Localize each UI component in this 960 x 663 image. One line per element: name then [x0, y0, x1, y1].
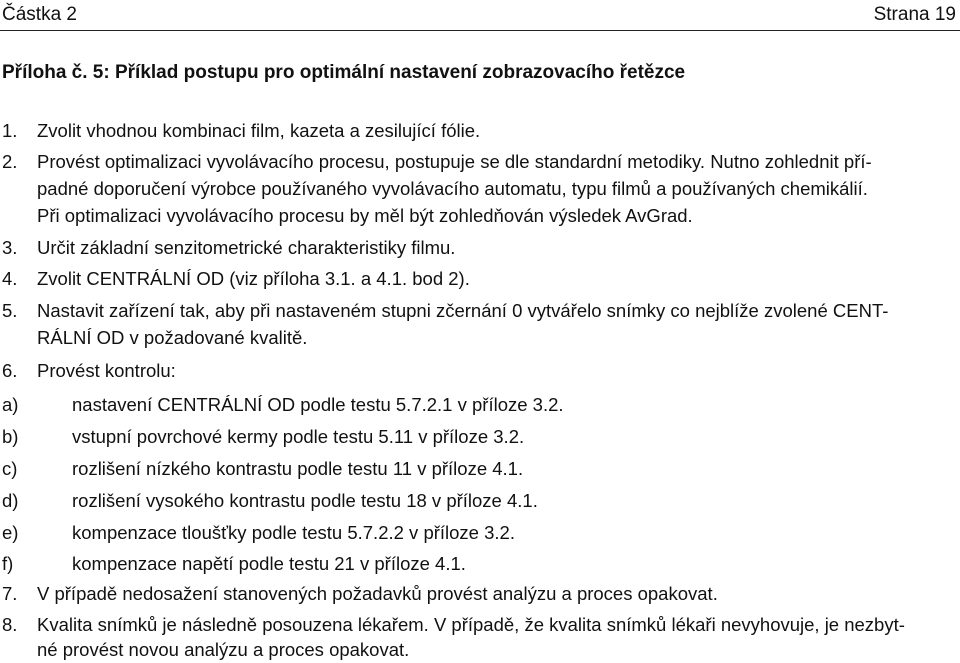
check-label: c) [2, 458, 18, 479]
step-number: 8. [2, 614, 18, 635]
step-text: Zvolit CENTRÁLNÍ OD (viz příloha 3.1. a 4.1. bod 2). [37, 268, 470, 289]
step-text-line-2: né provést novou analýzu a proces opakovat. [37, 639, 410, 660]
step-4 [2, 265, 957, 292]
page-header [0, 4, 956, 28]
header-right-text: Strana 19 [873, 4, 956, 25]
step-number: 2. [2, 151, 18, 172]
step-text-line-1: Kvalita snímků je následně posouzena lékařem. V případě, že kvalita snímků lékaři nevyhovuje, je nezbyt- [37, 614, 905, 635]
step-number: 4. [2, 268, 18, 289]
step-text: Zvolit vhodnou kombinaci film, kazeta a zesilující fólie. [37, 120, 481, 141]
check-item-c [2, 455, 957, 482]
step-number: 6. [2, 360, 18, 381]
check-text: kompenzace napětí podle testu 21 v příloze 4.1. [72, 553, 466, 574]
step-number: 1. [2, 120, 18, 141]
check-label: b) [2, 426, 19, 447]
step-number: 5. [2, 300, 18, 321]
step-number: 7. [2, 583, 18, 604]
step-text-line-1: Provést optimalizaci vyvolávacího procesu, postupuje se dle standardní metodiky. Nutno zohlednit pří- [37, 151, 872, 172]
step-text: Určit základní senzitometrické charakteristiky filmu. [37, 237, 456, 258]
check-item-d [2, 487, 957, 514]
step-7 [2, 580, 957, 607]
step-text-line-2: padné doporučení výrobce používaného vyvolávacího automatu, typu filmů a používaných chemikálií. [37, 178, 868, 199]
appendix-title: Příloha č. 5: Příklad postupu pro optimální nastavení zobrazovacího řetězce [2, 62, 686, 83]
step-1 [2, 117, 957, 144]
check-text: rozlišení nízkého kontrastu podle testu 11 v příloze 4.1. [72, 458, 524, 479]
step-text-line-3: Při optimalizaci vyvolávacího procesu by měl být zohledňován výsledek AvGrad. [37, 205, 693, 226]
step-text-line-1: Nastavit zařízení tak, aby při nastaveném stupni zčernání 0 vytvářelo snímky co nejblíže zvolené CENT- [37, 300, 889, 321]
header-divider [0, 30, 960, 31]
check-label: d) [2, 490, 19, 511]
check-text: kompenzace tloušťky podle testu 5.7.2.2 v příloze 3.2. [72, 522, 515, 543]
step-text: Provést kontrolu: [37, 360, 176, 381]
check-text: vstupní povrchové kermy podle testu 5.11 v příloze 3.2. [72, 426, 525, 447]
header-left-text: Částka 2 [2, 4, 77, 25]
step-number: 3. [2, 237, 18, 258]
step-8 [2, 611, 957, 659]
check-item-f [2, 550, 957, 577]
check-label: f) [2, 553, 14, 574]
check-label: a) [2, 394, 19, 415]
step-2 [2, 148, 957, 229]
check-item-b [2, 423, 957, 450]
step-text-line-2: RÁLNÍ OD v požadované kvalitě. [37, 327, 308, 348]
check-text: nastavení CENTRÁLNÍ OD podle testu 5.7.2.1 v příloze 3.2. [72, 394, 564, 415]
check-item-e [2, 519, 957, 546]
step-6 [2, 357, 957, 384]
check-item-a [2, 391, 957, 418]
step-text: V případě nedosažení stanovených požadavků provést analýzu a proces opakovat. [37, 583, 718, 604]
check-text: rozlišení vysokého kontrastu podle testu 18 v příloze 4.1. [72, 490, 538, 511]
step-3 [2, 234, 957, 261]
step-5 [2, 297, 957, 351]
check-label: e) [2, 522, 19, 543]
